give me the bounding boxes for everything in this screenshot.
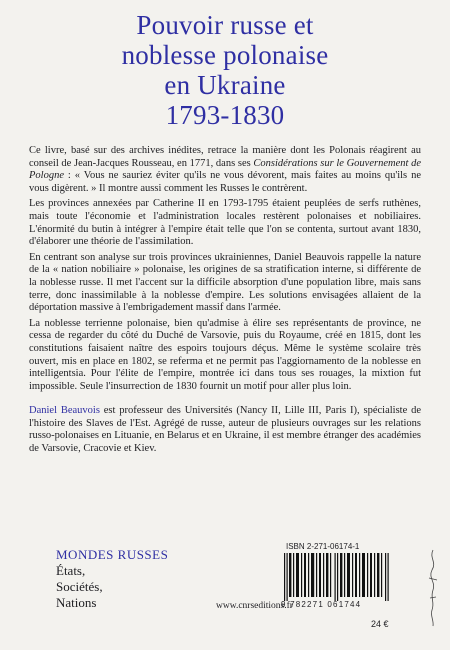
paragraph-3: En centrant son analyse sur trois provinces ukrainiennes, Daniel Beauvois rappelle la nature de la « nation nobiliaire » polonaise, les origines de sa stratification interne, si différente de la noblesse russe. Il met l'accent sur la difficile absorption d'une population libre, mais sans terre, donc inassimilable à la noblesse d'empire. Les solutions envisagées allaient de la déportation massive à l'embrigadement massif dans l'armée. bbox=[29, 251, 421, 314]
barcode-digits: 9 782271 061744 bbox=[281, 600, 362, 609]
publisher-website: www.cnrseditions.fr bbox=[216, 601, 293, 611]
paragraph-1-part-a: Ce livre, basé sur des archives inédites, retrace la manière dont les Polonais réagirent au conseil de Jean-Jacques Rousseau, en 1771, dans ses bbox=[29, 145, 421, 169]
paragraph-1-italic: Considérations sur le Gouvernement de Pologne bbox=[29, 157, 421, 182]
price-label: 24 € bbox=[371, 619, 389, 629]
paragraph-2: Les provinces annexées par Catherine II en 1793-1795 étaient peuplées de serfs ruthènes, mais toute l'économie et l'administration locales restèrent polonaises et nobiliaires. L'énormité du butin à intégrer à l'empire était telle que l'on se contenta, surtout avant 1830, d'élaborer une théorie de l'assimilation. bbox=[29, 198, 421, 248]
series-line-2: Sociétés, bbox=[56, 579, 103, 594]
title-line-1: Pouvoir russe et bbox=[136, 10, 314, 40]
series-line-1: États, bbox=[56, 563, 86, 578]
paragraph-1 bbox=[29, 145, 421, 195]
title-line-4: 1793-1830 bbox=[165, 100, 285, 130]
author-bio-text: est professeur des Universités (Nancy II, Lille III, Paris I), spécialiste de l'histoire des Slaves de l'Est. Agrégé de russe, auteur de plusieurs ouvrages sur les relations russo-polonaises en Lituanie, en Belarus et en Ukraine, il est membre étranger des académies de Varsovie, Cracovie et Kiev. bbox=[29, 405, 421, 455]
book-title bbox=[0, 10, 450, 130]
title-line-2: noblesse polonaise bbox=[121, 40, 329, 70]
title-line-3: en Ukraine bbox=[164, 70, 286, 100]
author-bio bbox=[29, 405, 421, 455]
series-block bbox=[56, 547, 168, 611]
paragraph-4: La noblesse terrienne polonaise, bien qu'admise à élire ses représentants de province, ne cessa de regarder du côté du Duché de Varsovie, puis du Royaume, créé en 1815, dont les constitutions faisaient naître des espoirs toujours déçus. Même le système scolaire très ouvert, mis en place en 1802, se referma et ne permit pas l'aggiornamento de la noblesse en intelligentsia. Pour l'élite de l'empire, montrée ici dans tous ses rouages, la mixtion fut impossible. Seule l'insurrection de 1830 fournit un motif pour aller plus loin. bbox=[29, 317, 421, 392]
series-name: MONDES RUSSES bbox=[56, 547, 169, 562]
signature-icon bbox=[423, 548, 443, 628]
series-line-3: Nations bbox=[56, 595, 97, 610]
author-name: Daniel Beauvois bbox=[29, 405, 100, 417]
barcode-icon bbox=[281, 553, 397, 607]
paragraph-1-part-b: : « Vous ne sauriez éviter qu'ils ne vous dévorent, mais faites au moins qu'ils ne vous digèrent. » Il montre aussi comment les Russes le contrèrent. bbox=[29, 170, 421, 194]
back-cover-text bbox=[29, 145, 421, 459]
isbn-label: ISBN 2-271-06174-1 bbox=[286, 542, 360, 551]
